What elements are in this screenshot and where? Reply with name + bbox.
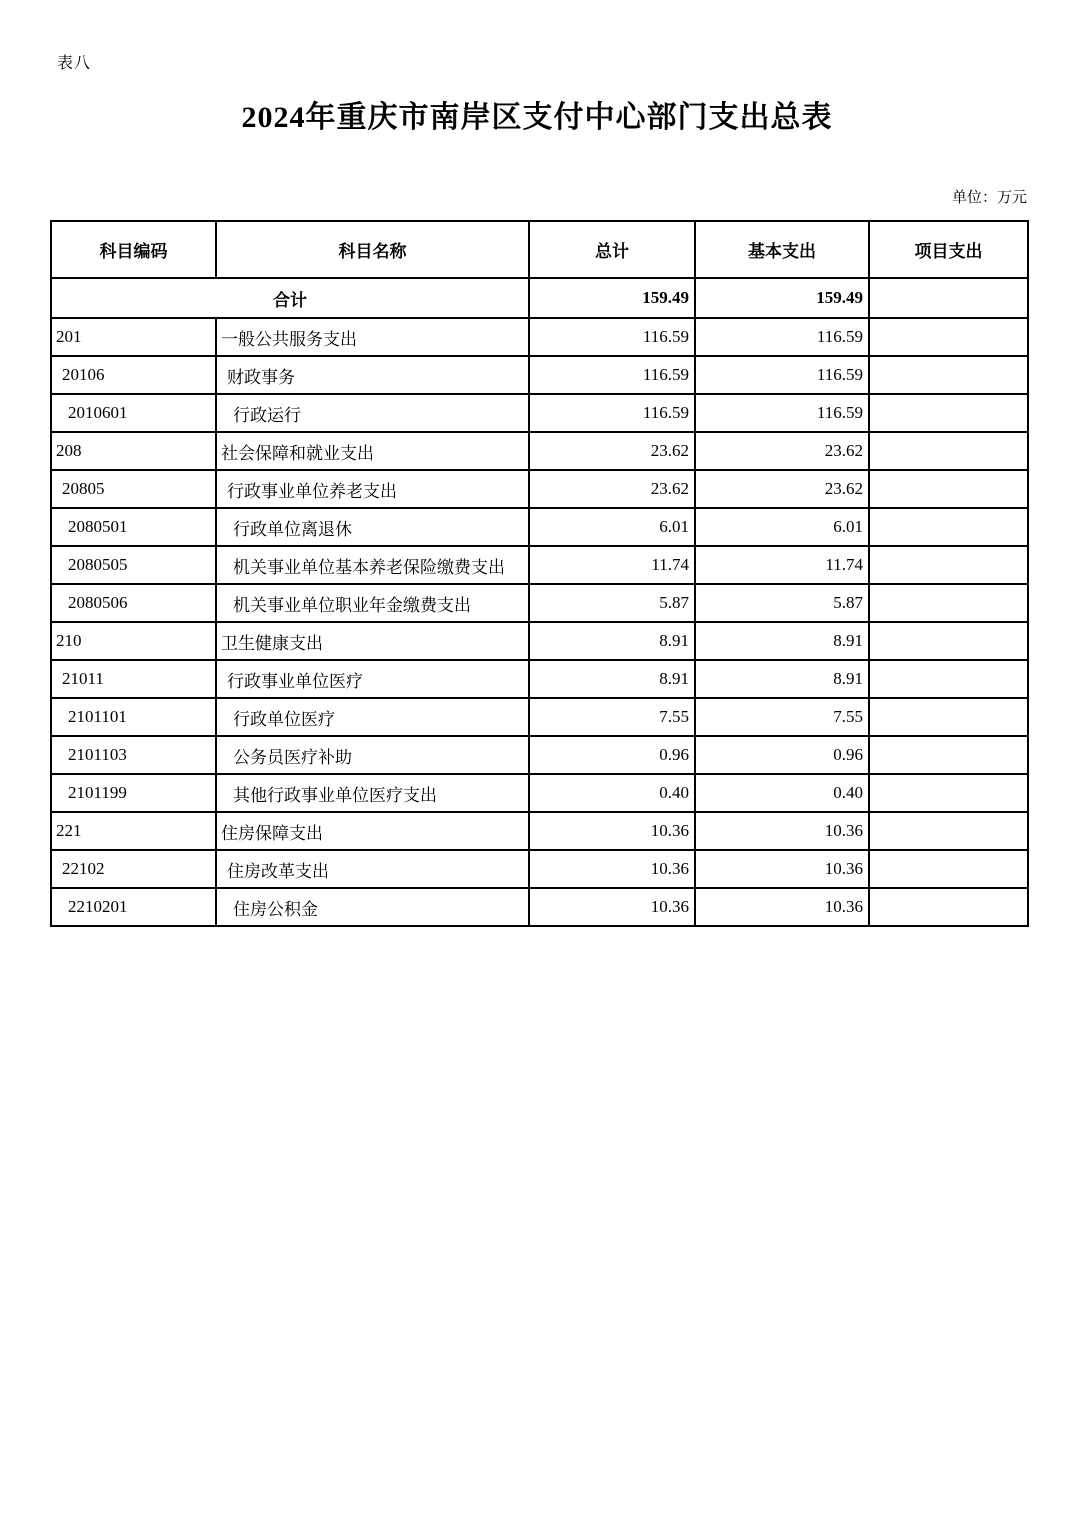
total-cell: 7.55 (529, 698, 695, 736)
page-title: 2024年重庆市南岸区支付中心部门支出总表 (241, 101, 833, 134)
name-cell: 社会保障和就业支出 (216, 432, 529, 470)
total-cell: 8.91 (529, 660, 695, 698)
name-cell: 住房改革支出 (216, 850, 529, 888)
project-cell (869, 850, 1028, 888)
total-cell: 0.40 (529, 774, 695, 812)
basic-cell: 10.36 (695, 850, 869, 888)
code-cell: 2101199 (51, 774, 216, 812)
table-row (51, 318, 1028, 356)
table-row (51, 432, 1028, 470)
project-cell (869, 470, 1028, 508)
name-cell: 机关事业单位职业年金缴费支出 (216, 584, 529, 622)
name-cell: 财政事务 (216, 356, 529, 394)
total-cell: 10.36 (529, 812, 695, 850)
total-cell: 116.59 (529, 356, 695, 394)
code-cell: 20106 (51, 356, 216, 394)
total-cell: 11.74 (529, 546, 695, 584)
code-cell: 22102 (51, 850, 216, 888)
table-row (51, 508, 1028, 546)
basic-cell: 5.87 (695, 584, 869, 622)
name-cell: 机关事业单位基本养老保险缴费支出 (216, 546, 529, 584)
table-row (51, 660, 1028, 698)
table-row (51, 394, 1028, 432)
name-cell: 行政单位离退休 (216, 508, 529, 546)
name-cell: 公务员医疗补助 (216, 736, 529, 774)
total-cell: 6.01 (529, 508, 695, 546)
total-cell: 10.36 (529, 850, 695, 888)
total-row (51, 278, 1028, 318)
basic-cell: 0.40 (695, 774, 869, 812)
table-row (51, 584, 1028, 622)
name-cell: 行政单位医疗 (216, 698, 529, 736)
code-cell: 20805 (51, 470, 216, 508)
table-header-row (51, 221, 1028, 278)
basic-cell: 23.62 (695, 470, 869, 508)
project-cell (869, 508, 1028, 546)
table-body (51, 318, 1028, 926)
code-cell: 210 (51, 622, 216, 660)
project-cell (869, 736, 1028, 774)
table-row (51, 774, 1028, 812)
basic-cell: 0.96 (695, 736, 869, 774)
column-header-basic: 基本支出 (695, 221, 869, 278)
name-cell: 行政事业单位医疗 (216, 660, 529, 698)
name-cell: 行政事业单位养老支出 (216, 470, 529, 508)
project-cell (869, 888, 1028, 926)
code-cell: 2080505 (51, 546, 216, 584)
table-row (51, 546, 1028, 584)
basic-cell: 116.59 (695, 394, 869, 432)
expenditure-table (50, 220, 1029, 927)
basic-cell: 116.59 (695, 356, 869, 394)
project-cell (869, 546, 1028, 584)
name-cell: 一般公共服务支出 (216, 318, 529, 356)
table-row (51, 850, 1028, 888)
project-cell (869, 774, 1028, 812)
code-cell: 2210201 (51, 888, 216, 926)
table-row (51, 622, 1028, 660)
total-basic-cell: 159.49 (695, 278, 869, 318)
total-cell: 23.62 (529, 470, 695, 508)
table-row (51, 812, 1028, 850)
code-cell: 201 (51, 318, 216, 356)
total-cell: 23.62 (529, 432, 695, 470)
total-cell: 116.59 (529, 318, 695, 356)
total-cell: 10.36 (529, 888, 695, 926)
total-project-cell (869, 278, 1028, 318)
column-header-name: 科目名称 (216, 221, 529, 278)
unit-note: 单位：万元 (951, 190, 1027, 206)
code-cell: 2101101 (51, 698, 216, 736)
name-cell: 卫生健康支出 (216, 622, 529, 660)
column-header-code: 科目编码 (51, 221, 216, 278)
project-cell (869, 394, 1028, 432)
basic-cell: 6.01 (695, 508, 869, 546)
name-cell: 其他行政事业单位医疗支出 (216, 774, 529, 812)
table-row (51, 698, 1028, 736)
table-row (51, 736, 1028, 774)
sheet-tag: 表八 (57, 55, 92, 72)
project-cell (869, 622, 1028, 660)
basic-cell: 8.91 (695, 660, 869, 698)
code-cell: 221 (51, 812, 216, 850)
basic-cell: 11.74 (695, 546, 869, 584)
total-cell: 8.91 (529, 622, 695, 660)
project-cell (869, 584, 1028, 622)
project-cell (869, 356, 1028, 394)
code-cell: 2101103 (51, 736, 216, 774)
name-cell: 住房保障支出 (216, 812, 529, 850)
code-cell: 21011 (51, 660, 216, 698)
column-header-total: 总计 (529, 221, 695, 278)
project-cell (869, 432, 1028, 470)
name-cell: 住房公积金 (216, 888, 529, 926)
column-header-project: 项目支出 (869, 221, 1028, 278)
basic-cell: 23.62 (695, 432, 869, 470)
project-cell (869, 812, 1028, 850)
basic-cell: 10.36 (695, 812, 869, 850)
code-cell: 2010601 (51, 394, 216, 432)
total-cell: 5.87 (529, 584, 695, 622)
basic-cell: 10.36 (695, 888, 869, 926)
table-row (51, 888, 1028, 926)
total-cell: 116.59 (529, 394, 695, 432)
project-cell (869, 660, 1028, 698)
total-cell: 0.96 (529, 736, 695, 774)
table-row (51, 470, 1028, 508)
total-label-cell: 合计 (51, 278, 529, 318)
basic-cell: 116.59 (695, 318, 869, 356)
code-cell: 2080501 (51, 508, 216, 546)
basic-cell: 8.91 (695, 622, 869, 660)
name-cell: 行政运行 (216, 394, 529, 432)
code-cell: 2080506 (51, 584, 216, 622)
basic-cell: 7.55 (695, 698, 869, 736)
total-total-cell: 159.49 (529, 278, 695, 318)
table-row (51, 356, 1028, 394)
code-cell: 208 (51, 432, 216, 470)
project-cell (869, 698, 1028, 736)
project-cell (869, 318, 1028, 356)
